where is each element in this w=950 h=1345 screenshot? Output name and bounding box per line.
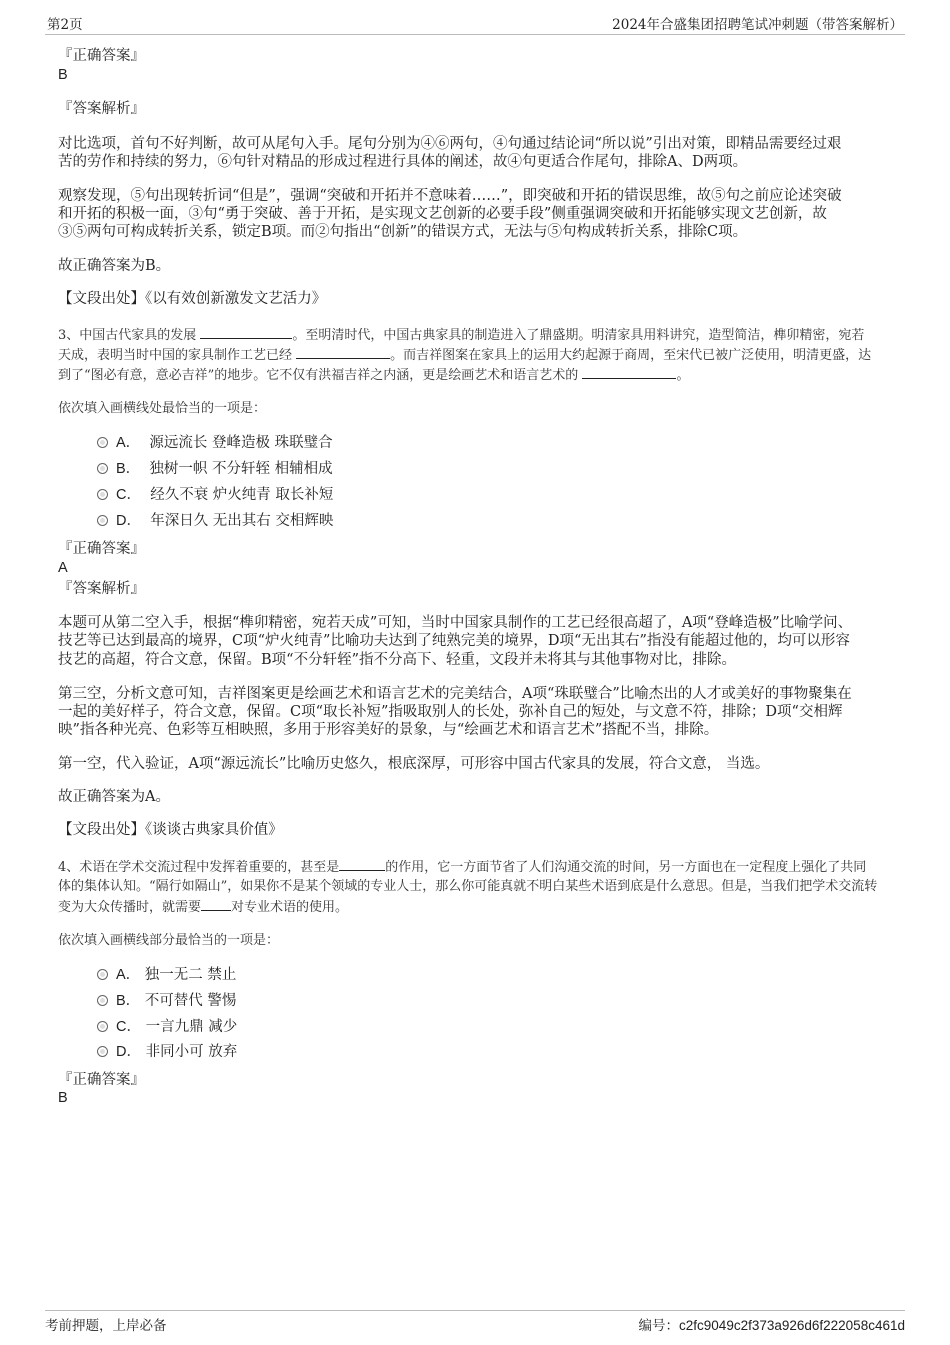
q3-stem-text: 到了“图必有意，意必吉祥”的地步。它不仅有洪福吉祥之内涵，更是绘画艺术和语言艺术的 [58, 368, 579, 383]
q3-stem-line-1 [58, 324, 864, 346]
option-text: 不可替代 警惕 [144, 993, 237, 1009]
option-text: 独一无二 禁止 [144, 967, 237, 983]
option-letter: C． [116, 1019, 141, 1035]
page-header [45, 12, 905, 35]
radio-icon[interactable] [97, 463, 108, 474]
q4-option-b[interactable] [97, 990, 236, 1012]
q4-stem-line-1 [58, 856, 866, 878]
option-letter: B． [116, 993, 141, 1009]
q3-analysis-line: 第一空，代入验证，A项“源远流长”比喻历史悠久，根底深厚，可形容中国古代家具的发展，符合文意， 当选。 [58, 756, 770, 772]
q3-analysis-line: 本题可从第二空入手，根据“榫卯精密，宛若天成”可知，当时中国家具制作的工艺已经很高超了，A项“登峰造极”比喻学问、 [58, 615, 853, 631]
q2-analysis-line: 苦的劳作和持续的努力，⑥句针对精品的形成过程进行具体的阐述，故④句更适合作尾句，排除A、D两项。 [58, 154, 748, 170]
q3-analysis-line: 一起的美好样子，符合文意，保留。C项“取长补短”指吸取别人的长处，弥补自己的短处，与文意不符，排除；D项“交相辉 [58, 704, 843, 720]
q2-analysis-line: 观察发现，⑤句出现转折词“但是”，强调“突破和开拓并不意味着……”，即突破和开拓的错误思维，故⑤句之前应论述突破 [58, 188, 842, 204]
q4-answer: B [58, 1090, 68, 1106]
q3-prompt: 依次填入画横线处最恰当的一项是： [58, 401, 267, 416]
q4-stem-text: 变为大众传播时，就需要 [58, 900, 202, 915]
q3-blank-3 [582, 364, 676, 379]
q3-option-c[interactable] [97, 484, 333, 506]
footer-slogan: 考前押题，上岸必备 [45, 1318, 167, 1334]
q3-conclusion: 故正确答案为A。 [58, 789, 170, 805]
q3-stem-text: 3、中国古代家具的发展 [58, 328, 197, 343]
q2-conclusion: 故正确答案为B。 [58, 258, 171, 274]
document-title: 2024年合盛集团招聘笔试冲刺题（带答案解析） [612, 17, 903, 33]
q3-analysis-line: 第三空，分析文意可知，吉祥图案更是绘画艺术和语言艺术的完美结合，A项“珠联璧合”比喻杰出的人才或美好的事物聚集在 [58, 686, 852, 702]
option-letter: C． [116, 487, 141, 503]
q3-analysis-label: 『答案解析』 [58, 581, 145, 597]
q2-answer: B [58, 67, 68, 83]
q3-stem-text: 。 [676, 368, 690, 383]
footer-code [639, 1314, 905, 1334]
q3-stem-text: 天成，表明当时中国的家具制作工艺已经 [58, 348, 293, 363]
footer-code-value: c2fc9049c2f373a926d6f222058c461d [679, 1318, 905, 1333]
q2-answer-label: 『正确答案』 [58, 48, 145, 64]
q4-stem-text: 的作用，它一方面节省了人们沟通交流的时间，另一方面也在一定程度上强化了共同 [385, 860, 867, 875]
q3-stem-text: 。而吉祥图案在家具上的运用大约起源于商周，至宋代已被广泛使用，明清更盛，达 [390, 348, 872, 363]
option-text: 源远流长 登峰造极 珠联璧合 [149, 435, 333, 451]
radio-icon[interactable] [97, 995, 108, 1006]
q4-blank-1 [339, 856, 385, 871]
radio-icon[interactable] [97, 489, 108, 500]
q2-analysis-line: 和开拓的积极一面，③句“勇于突破、善于开拓，是实现文艺创新的必要手段”侧重强调突破和开拓能够实现文艺创新，故 [58, 206, 827, 222]
option-letter: D． [116, 513, 141, 529]
q4-stem-line-2: 体的集体认知。“隔行如隔山”，如果你不是某个领域的专业人士，那么你可能真就不明白某些术语到底是什么意思。但是，当我们把学术交流转 [58, 879, 878, 894]
option-letter: B． [116, 461, 141, 477]
option-letter: A． [116, 435, 141, 451]
q3-option-a[interactable] [97, 432, 333, 454]
radio-icon[interactable] [97, 1046, 108, 1057]
q3-source: 【文段出处】《谈谈古典家具价值》 [58, 822, 283, 838]
q4-stem-line-3 [58, 896, 348, 918]
q3-stem-text: 。至明清时代，中国古典家具的制造进入了鼎盛期。明清家具用料讲究，造型简洁，榫卯精密，宛若 [292, 328, 865, 343]
radio-icon[interactable] [97, 515, 108, 526]
q4-stem-text: 4、术语在学术交流过程中发挥着重要的，甚至是 [58, 860, 340, 875]
q3-analysis-line: 技艺的高超，符合文意，保留。B项“不分轩轾”指不分高下、轻重，文段并未将其与其他事物对比，排除。 [58, 652, 736, 668]
q3-answer-label: 『正确答案』 [58, 541, 145, 557]
q4-prompt: 依次填入画横线部分最恰当的一项是： [58, 933, 280, 948]
q2-source: 【文段出处】《以有效创新激发文艺活力》 [58, 291, 327, 307]
radio-icon[interactable] [97, 969, 108, 980]
page-footer [45, 1310, 905, 1334]
q2-analysis-label: 『答案解析』 [58, 101, 145, 117]
q3-option-b[interactable] [97, 458, 333, 480]
q2-analysis-line: ③⑤两句可构成转折关系，锁定B项。而②句指出“创新”的错误方式，无法与⑤句构成转折关系，排除C项。 [58, 224, 748, 240]
q3-analysis-line: 技艺等已达到最高的境界，C项“炉火纯青”比喻功夫达到了纯熟完美的境界，D项“无出其右”指没有能超过他的，均可以形容 [58, 633, 850, 649]
option-text: 非同小可 放弃 [145, 1044, 238, 1060]
q4-answer-label: 『正确答案』 [58, 1072, 145, 1088]
q4-blank-2 [201, 896, 231, 911]
q4-stem-text: 对专业术语的使用。 [231, 900, 349, 915]
q4-option-c[interactable] [97, 1016, 237, 1038]
q3-analysis-line: 映”指各种光亮、色彩等互相映照，多用于形容美好的景象，与“绘画艺术和语言艺术”搭配不当，排除。 [58, 722, 719, 738]
q3-option-d[interactable] [97, 510, 333, 532]
q3-stem-line-3 [58, 364, 689, 386]
footer-code-label: 编号： [638, 1318, 680, 1334]
option-letter: D． [116, 1044, 141, 1060]
option-letter: A． [116, 967, 141, 983]
radio-icon[interactable] [97, 1021, 108, 1032]
q2-analysis-line: 对比选项，首句不好判断，故可从尾句入手。尾句分别为④⑥两句，④句通过结论词“所以说”引出对策，即精品需要经过艰 [58, 136, 842, 152]
q4-option-d[interactable] [97, 1041, 237, 1063]
q4-option-a[interactable] [97, 964, 236, 986]
q3-blank-2 [296, 344, 390, 359]
page-number: 第2页 [47, 17, 83, 33]
option-text: 一言九鼎 减少 [145, 1019, 238, 1035]
q3-blank-1 [200, 324, 292, 339]
option-text: 独树一帜 不分轩轾 相辅相成 [149, 461, 333, 477]
option-text: 经久不衰 炉火纯青 取长补短 [150, 487, 334, 503]
q3-stem-line-2 [58, 344, 871, 366]
radio-icon[interactable] [97, 437, 108, 448]
q3-answer: A [58, 560, 68, 576]
option-text: 年深日久 无出其右 交相辉映 [150, 513, 334, 529]
